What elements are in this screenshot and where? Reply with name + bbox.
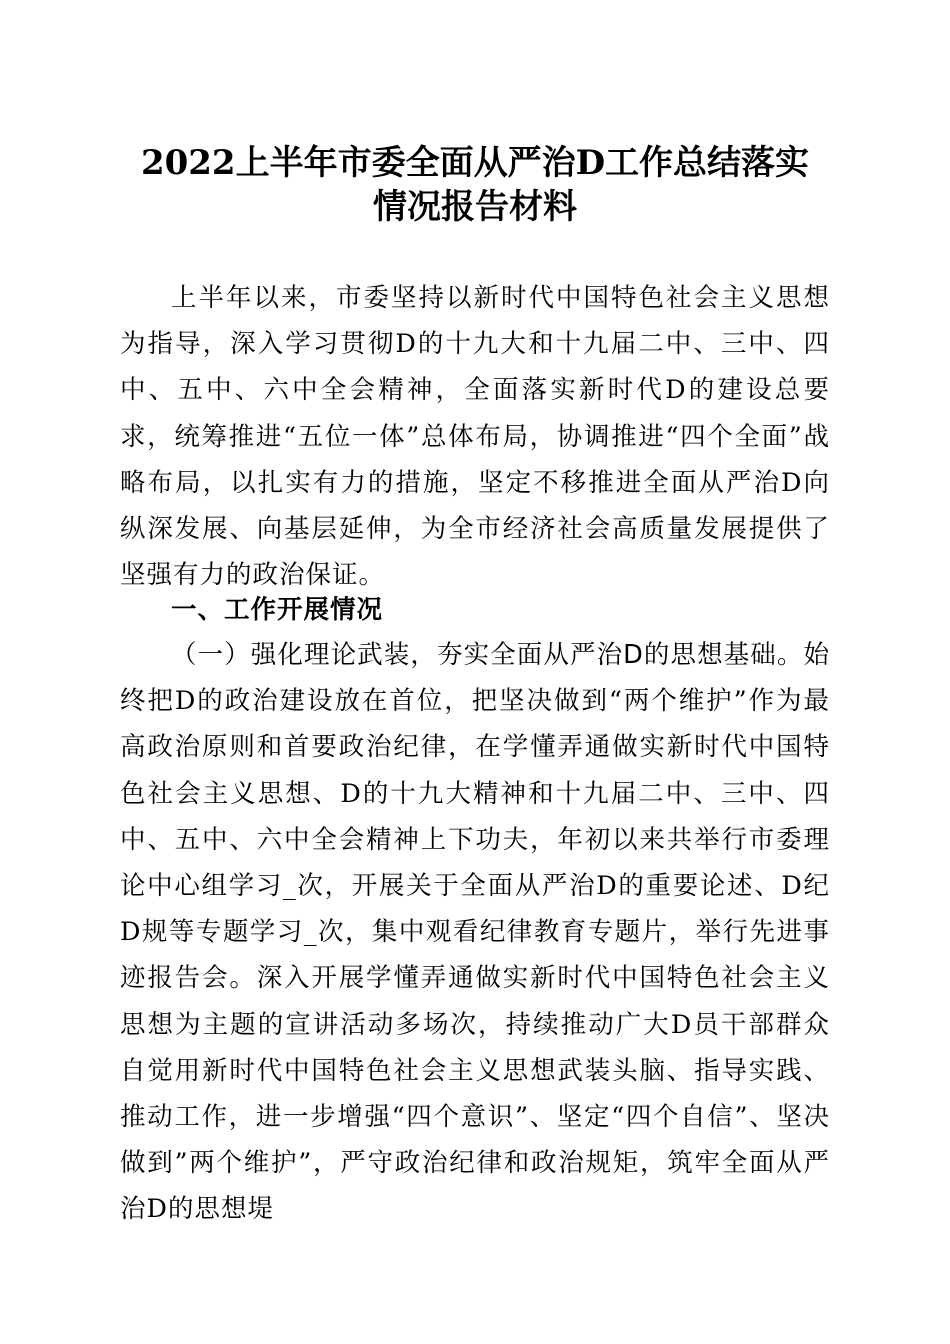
- subsection-lead: （一）强化理论武装，夯实全面从严治D的思想基础。: [171, 640, 804, 670]
- section-heading-work-status: 一、工作开展情况: [171, 595, 384, 625]
- document-title-line-2: 情况报告材料: [373, 187, 577, 227]
- document-title-line-1: 2022上半年市委全面从严治D工作总结落实: [140, 143, 810, 183]
- subsection-body: 始终把D的政治建设放在首位，把坚决做到“两个维护”作为最高政治原则和首要政治纪律，在学懂弄通做实新时代中国特色社会主义思想、D的十九大精神和十九届二中、三中、四中、五中、六中全会精神上下功夫，年初以来共举行市委理论中心组学习_次，开展关于全面从严治D的重要论述、D纪D规等专题学习_次，集中观看纪律教育专题片，举行先进事迹报告会。深入开展学懂弄通做实新时代中国特色社会主义思想为主题的宣讲活动多场次，持续推动广大D员干部群众自觉用新时代中国特色社会主义思想武装头脑、指导实践、推动工作，进一步增强“四个意识”、坚定“四个自信”、坚决做到”两个维护”，严守政治纪律和政治规矩，筑牢全面从严治D的思想堤: [120, 640, 830, 1225]
- intro-paragraph: 上半年以来，市委坚持以新时代中国特色社会主义思想为指导，深入学习贯彻D的十九大和十九届二中、三中、四中、五中、六中全会精神，全面落实新时代D的建设总要求，统筹推进“五位一体”总体布局，协调推进“四个全面”战略布局，以扎实有力的措施，坚定不移推进全面从严治D向纵深发展、向基层延伸，为全市经济社会高质量发展提供了坚强有力的政治保证。: [120, 283, 830, 591]
- subsection-paragraph-1: [120, 632, 830, 1233]
